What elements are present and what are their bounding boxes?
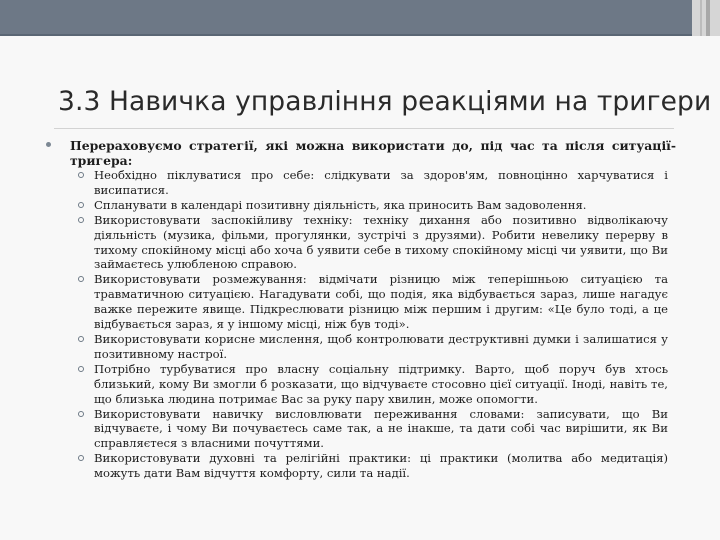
list-item-text: Використовувати духовні та релігійні практики: ці практики (молитва або медитація) можуть дати Вам відчуття комфорту, сили та надії. xyxy=(94,451,668,481)
bullet-circle-icon xyxy=(78,202,84,208)
bullet-circle-icon xyxy=(78,217,84,223)
list-item-text: Спланувати в календарі позитивну діяльність, яка приносить Вам задоволення. xyxy=(94,197,587,212)
list-item xyxy=(46,168,676,198)
strategy-list xyxy=(46,168,676,481)
bullet-circle-icon xyxy=(78,366,84,372)
list-item-text: Використовувати корисне мислення, щоб контролювати деструктивні думки і залишатися у позитивному настрої. xyxy=(94,331,668,361)
lead-bullet xyxy=(46,138,676,168)
list-item-text: Необхідно піклуватися про себе: слідкувати за здоров'ям, повноцінно харчуватися і висипатися. xyxy=(94,168,668,197)
header-bar xyxy=(0,0,720,36)
bullet-circle-icon xyxy=(78,411,84,417)
bullet-circle-icon xyxy=(78,172,84,178)
list-item xyxy=(46,213,676,273)
bullet-dot-icon xyxy=(46,142,51,147)
list-item xyxy=(46,198,676,213)
header-bar-fill xyxy=(0,0,692,34)
title-divider xyxy=(54,128,674,129)
list-item-text: Використовувати розмежування: відмічати різницю між теперішньою ситуацією та травматичною ситуацією. Нагадувати собі, що подія, яка відбувається зараз, лише нагадує важке пережите явище. Підкреслювати різницю між першим і другим: «Це було тоді, а це відбувається зараз, я у іншому місці, ніж був тоді». xyxy=(94,272,668,332)
list-item xyxy=(46,362,676,407)
list-item-text: Використовувати навичку висловлювати переживання словами: записувати, що Ви відчуваєте, і чому Ви почуваєтесь саме так, а не інакше, та дати собі час вирішити, як Ви справляєтеся з власними почуттями. xyxy=(94,406,668,451)
slide-body xyxy=(46,138,676,481)
list-item xyxy=(46,451,676,481)
bullet-circle-icon xyxy=(78,276,84,282)
bullet-circle-icon xyxy=(78,455,84,461)
list-item xyxy=(46,407,676,452)
list-item xyxy=(46,332,676,362)
lead-text: Перераховуємо стратегії, які можна використати до, під час та після ситуації-тригера: xyxy=(70,138,676,168)
list-item-text: Використовувати заспокійливу техніку: техніку дихання або позитивно відволікаючу діяльність (музика, фільми, прогулянки, зустрічі з друзями). Робити невелику перерву в тихому спокійному місці або хоча б уявити себе в тихому спокійному місці чи уявити, що Ви займаєтесь улюбленою справою. xyxy=(94,212,668,272)
bullet-circle-icon xyxy=(78,336,84,342)
list-item-text: Потрібно турбуватися про власну соціальну підтримку. Варто, щоб поруч був хтось близький, кому Ви змогли б розказати, що відчуваєте стосовно цієї ситуації. Іноді, навіть те, що близька людина потримає Вас за руку пару хвилин, може опомогти. xyxy=(94,361,668,406)
slide-title: 3.3 Навичка управління реакціями на тригери xyxy=(58,86,712,117)
header-corner-decoration xyxy=(692,0,720,36)
list-item xyxy=(46,272,676,332)
